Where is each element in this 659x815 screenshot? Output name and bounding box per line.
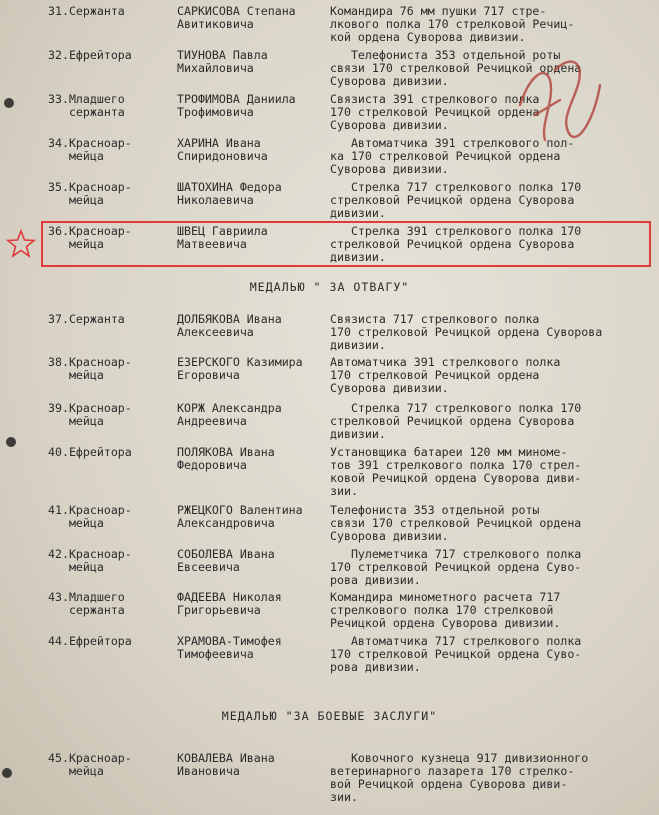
- entry-name: КОРЖ Александра Андреевича: [177, 401, 282, 428]
- pencil-scribble-icon: [500, 45, 610, 155]
- entry-description: Телефониста 353 отдельной роты связи 170 стрелковой Речицкой ордена Суворова дивизии.: [330, 503, 582, 543]
- punch-hole: [2, 768, 12, 778]
- entry-name: ХРАМОВА-Тимофея Тимофеевича: [177, 634, 282, 661]
- entry-name: ТИУНОВА Павла Михайловича: [177, 48, 268, 75]
- section-heading-za-boevye-zaslugi: МЕДАЛЬЮ "ЗА БОЕВЫЕ ЗАСЛУГИ": [221, 709, 438, 723]
- entry-description: Автоматчика 391 стрелкового полка 170 стрелковой Речицкой ордена Суворова дивизии.: [330, 355, 561, 395]
- entry-name: ХАРИНА Ивана Спиридоновича: [177, 136, 268, 163]
- entry-description: Телефониста 353 отдельной роты связи 170 стрелковой Речицкой ордена Суворова дивизии.: [330, 48, 582, 88]
- entry-name: ЕЗЕРСКОГО Казимира Егоровича: [177, 355, 303, 382]
- entry-name: ДОЛБЯКОВА Ивана Алексеевича: [177, 312, 282, 339]
- entry-description: Связиста 391 стрелкового полка 170 стрелковой Речицкой ордена Суворова дивизии.: [330, 92, 540, 132]
- entry-number: 39.Красноар- мейца: [48, 401, 132, 428]
- entry-name: САРКИСОВА Степана Авитиковича: [177, 4, 296, 31]
- entry-name: РЖЕЦКОГО Валентина Александровича: [177, 503, 303, 530]
- entry-description: Автоматчика 391 стрелкового пол- ка 170 стрелковой Речицкой ордена Суворова дивизии.: [330, 136, 575, 176]
- entry-description: Ковочного кузнеца 917 дивизионного ветеринарного лазарета 170 стрелко- вой Речицкой ордена Суворова диви- зии.: [330, 751, 589, 804]
- entry-number: 32.Ефрейтора: [48, 48, 132, 62]
- entry-number: 44.Ефрейтора: [48, 634, 132, 648]
- entry-number: 40.Ефрейтора: [48, 445, 132, 459]
- punch-hole: [6, 437, 16, 447]
- entry-name: ШВЕЦ Гавриила Матвеевича: [177, 224, 268, 251]
- star-icon: [6, 229, 36, 259]
- entry-number: 35.Красноар- мейца: [48, 180, 132, 207]
- entry-number: 37.Сержанта: [48, 312, 125, 326]
- entry-number: 34.Красноар- мейца: [48, 136, 132, 163]
- entry-description: Пулеметчика 717 стрелкового полка 170 стрелковой Речицкой ордена Суво- рова дивизии.: [330, 547, 582, 587]
- entry-description: Командира минометного расчета 717 стрелкового полка 170 стрелковой Речицкой ордена Суворова дивизии.: [330, 590, 561, 630]
- entry-name: ПОЛЯКОВА Ивана Федоровича: [177, 445, 275, 472]
- entry-name: СОБОЛЕВА Ивана Евсеевича: [177, 547, 275, 574]
- entry-number: 33.Младшего сержанта: [48, 92, 125, 119]
- section-heading-za-otvagu: МЕДАЛЬЮ " ЗА ОТВАГУ": [249, 280, 410, 294]
- entry-name: КОВАЛЕВА Ивана Ивановича: [177, 751, 275, 778]
- highlight-box: [41, 221, 651, 267]
- entry-description: Стрелка 391 стрелкового полка 170 стрелковой Речицкой ордена Суворова дивизии.: [330, 224, 582, 264]
- entry-description: Стрелка 717 стрелкового полка 170 стрелковой Речицкой ордена Суворова дивизии.: [330, 401, 582, 441]
- entry-description: Установщика батареи 120 мм миноме- тов 391 стрелкового полка 170 стрел- ковой Речицкой ордена Суворова диви- зии.: [330, 445, 582, 498]
- entry-description: Стрелка 717 стрелкового полка 170 стрелковой Речицкой ордена Суворова дивизии.: [330, 180, 582, 220]
- entry-description: Командира 76 мм пушки 717 стре- лкового полка 170 стрелковой Речиц- кой ордена Суворова дивизии.: [330, 4, 575, 44]
- entry-name: ФАДЕЕВА Николая Григорьевича: [177, 590, 282, 617]
- entry-description: Связиста 717 стрелкового полка 170 стрелковой Речицкой ордена Суворова дивизии.: [330, 312, 603, 352]
- entry-number: 41.Красноар- мейца: [48, 503, 132, 530]
- entry-number: 38.Красноар- мейца: [48, 355, 132, 382]
- entry-description: Автоматчика 717 стрелкового полка 170 стрелковой Речицкой ордена Суво- рова дивизии.: [330, 634, 582, 674]
- entry-number: 45.Красноар- мейца: [48, 751, 132, 778]
- entry-number: 42.Красноар- мейца: [48, 547, 132, 574]
- punch-hole: [4, 98, 14, 108]
- entry-number: 43.Младшего сержанта: [48, 590, 125, 617]
- entry-number: 31.Сержанта: [48, 4, 125, 18]
- entry-name: ШАТОХИНА Федора Николаевича: [177, 180, 282, 207]
- entry-name: ТРОФИМОВА Даниила Трофимовича: [177, 92, 296, 119]
- entry-number: 36.Красноар- мейца: [48, 224, 132, 251]
